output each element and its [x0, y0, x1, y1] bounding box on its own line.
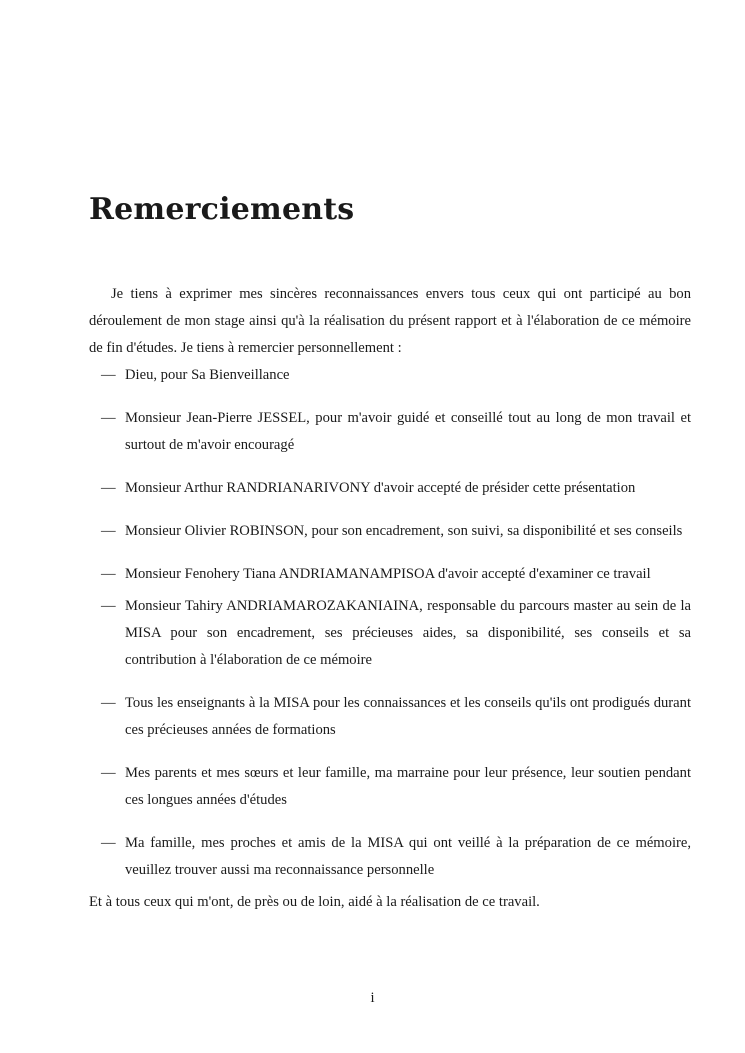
- list-item-text: Tous les enseignants à la MISA pour les connaissances et les conseils qu'ils ont prodigués durant ces précieuses années de formations: [125, 695, 691, 738]
- list-item: [89, 830, 691, 884]
- bullet-dash: —: [101, 523, 116, 539]
- bullet-dash: —: [101, 765, 116, 781]
- list-item: [89, 518, 691, 545]
- acknowledgements-body: [89, 281, 691, 916]
- list-item-text: Ma famille, mes proches et amis de la MISA qui ont veillé à la préparation de ce mémoire, veuillez trouver aussi ma reconnaissance personnelle: [125, 835, 691, 878]
- bullet-dash: —: [101, 695, 116, 711]
- bullet-dash: —: [101, 566, 116, 582]
- list-item-text: Mes parents et mes sœurs et leur famille, ma marraine pour leur présence, leur soutien pendant ces longues années d'études: [125, 765, 691, 808]
- bullet-dash: —: [101, 367, 116, 383]
- page-title: Remerciements: [89, 192, 355, 227]
- list-item: [89, 690, 691, 744]
- list-item-text: Monsieur Arthur RANDRIANARIVONY d'avoir accepté de présider cette présentation: [125, 480, 636, 496]
- page-number: i: [370, 990, 375, 1006]
- list-item-text: Monsieur Olivier ROBINSON, pour son encadrement, son suivi, sa disponibilité et ses conseils: [125, 523, 683, 539]
- list-item: [89, 593, 691, 674]
- list-item: [89, 405, 691, 459]
- closing-sentence: Et à tous ceux qui m'ont, de près ou de loin, aidé à la réalisation de ce travail.: [89, 894, 540, 910]
- bullet-dash: —: [101, 410, 116, 426]
- intro-paragraph: Je tiens à exprimer mes sincères reconnaissances envers tous ceux qui ont participé au bon déroulement de mon stage ainsi qu'à la réalisation du présent rapport et à l'élaboration de ce mémoire de fin d'études. Je tiens à remercier personnellement :: [89, 286, 691, 356]
- list-item-text: Monsieur Tahiry ANDRIAMAROZAKANIAINA, responsable du parcours master au sein de la MISA pour son encadrement, ses précieuses aides, sa disponibilité, ses conseils et sa contribution à l'élaboration de ce mémoire: [125, 598, 691, 668]
- list-item: [89, 760, 691, 814]
- list-item-text: Dieu, pour Sa Bienveillance: [125, 367, 290, 383]
- bullet-dash: —: [101, 480, 116, 496]
- list-item: [89, 561, 691, 588]
- list-item-text: Monsieur Jean-Pierre JESSEL, pour m'avoir guidé et conseillé tout au long de mon travail et surtout de m'avoir encouragé: [125, 410, 691, 453]
- list-item: [89, 475, 691, 502]
- thanks-list: [89, 362, 691, 884]
- list-item-text: Monsieur Fenohery Tiana ANDRIAMANAMPISOA d'avoir accepté d'examiner ce travail: [125, 566, 651, 582]
- bullet-dash: —: [101, 835, 116, 851]
- list-item: [89, 362, 691, 389]
- bullet-dash: —: [101, 598, 116, 614]
